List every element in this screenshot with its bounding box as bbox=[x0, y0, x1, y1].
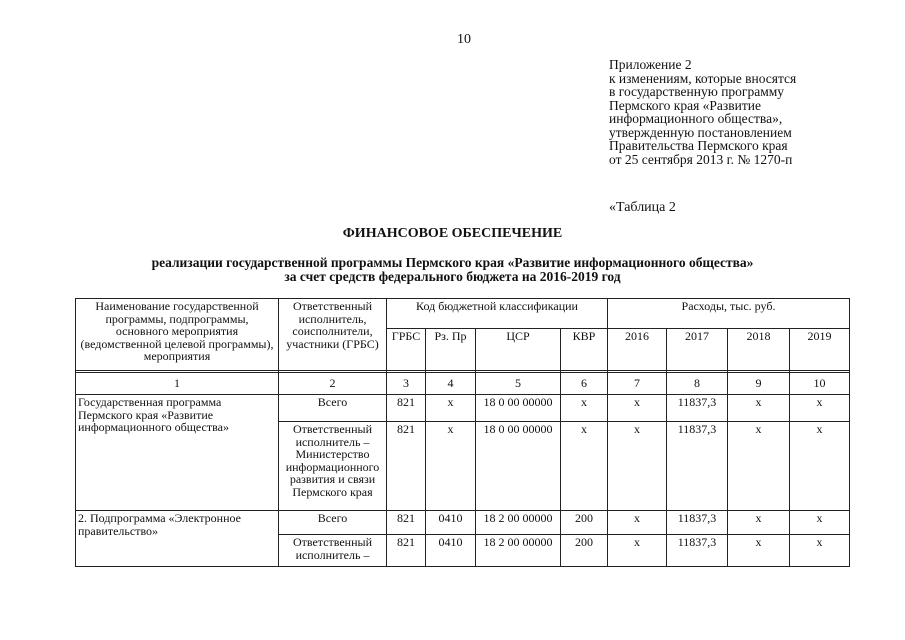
subtitle-line-1: реализации государственной программы Пермского края «Развитие информационного общества» bbox=[151, 255, 754, 270]
header-csr: ЦСР bbox=[476, 329, 561, 371]
y2019-cell: х bbox=[790, 395, 850, 422]
appendix-line: утвержденную постановлением bbox=[609, 124, 792, 140]
grbs-cell: 821 bbox=[387, 535, 426, 567]
appendix-line: к изменениям, которые вносятся bbox=[609, 70, 797, 86]
header-row-1 bbox=[76, 299, 850, 329]
column-number: 1 bbox=[76, 373, 279, 395]
table-note: «Таблица 2 bbox=[609, 200, 676, 215]
column-number: 2 bbox=[279, 373, 387, 395]
y2017-cell: 11837,3 bbox=[667, 395, 728, 422]
table-row bbox=[76, 395, 850, 422]
y2019-cell: х bbox=[790, 422, 850, 511]
y2018-cell: х bbox=[728, 535, 790, 567]
rzpr-cell: х bbox=[426, 395, 476, 422]
header-name: Наименование государственной программы, подпрограммы, основного мероприятия (ведомственной целевой программы), мероприятия bbox=[76, 299, 279, 371]
y2017-cell: 11837,3 bbox=[667, 422, 728, 511]
csr-cell: 18 0 00 00000 bbox=[476, 422, 561, 511]
grbs-cell: 821 bbox=[387, 422, 426, 511]
header-expenses: Расходы, тыс. руб. bbox=[608, 299, 850, 329]
header-2017: 2017 bbox=[667, 329, 728, 371]
column-number: 6 bbox=[561, 373, 608, 395]
y2016-cell: х bbox=[608, 535, 667, 567]
column-number: 4 bbox=[426, 373, 476, 395]
table-row bbox=[76, 511, 850, 535]
kvr-cell: х bbox=[561, 422, 608, 511]
kvr-cell: 200 bbox=[561, 535, 608, 567]
financing-table bbox=[75, 298, 850, 567]
header-2019: 2019 bbox=[790, 329, 850, 371]
y2019-cell: х bbox=[790, 535, 850, 567]
y2018-cell: х bbox=[728, 395, 790, 422]
grbs-cell: 821 bbox=[387, 395, 426, 422]
header-grbs: ГРБС bbox=[387, 329, 426, 371]
executor-cell: Всего bbox=[279, 511, 387, 535]
appendix-line: информационного общества», bbox=[609, 111, 783, 126]
csr-cell: 18 0 00 00000 bbox=[476, 395, 561, 422]
appendix-line: Приложение 2 bbox=[609, 57, 692, 72]
column-number: 10 bbox=[790, 373, 850, 395]
appendix-line: Пермского края «Развитие bbox=[609, 97, 761, 113]
y2018-cell: х bbox=[728, 422, 790, 511]
y2017-cell: 11837,3 bbox=[667, 511, 728, 535]
column-number: 8 bbox=[667, 373, 728, 395]
header-2016: 2016 bbox=[608, 329, 667, 371]
column-number: 7 bbox=[608, 373, 667, 395]
rzpr-cell: х bbox=[426, 422, 476, 511]
y2018-cell: х bbox=[728, 511, 790, 535]
program-name: Государственная программа Пермского края «Развитие информационного общества» bbox=[76, 395, 279, 511]
subtitle-line-2: за счет средств федерального бюджета на 2016-2019 год bbox=[284, 268, 621, 284]
y2017-cell: 11837,3 bbox=[667, 535, 728, 567]
column-number-row bbox=[76, 373, 850, 395]
y2016-cell: х bbox=[608, 511, 667, 535]
grbs-cell: 821 bbox=[387, 511, 426, 535]
document-subtitle bbox=[0, 256, 905, 283]
column-number: 9 bbox=[728, 373, 790, 395]
csr-cell: 18 2 00 00000 bbox=[476, 535, 561, 567]
y2016-cell: х bbox=[608, 395, 667, 422]
header-budget-code: Код бюджетной классификации bbox=[387, 299, 608, 329]
y2019-cell: х bbox=[790, 511, 850, 535]
subprogram-name: 2. Подпрограмма «Электронное правительство» bbox=[76, 511, 279, 567]
appendix-line: Правительства Пермского края bbox=[609, 138, 788, 153]
kvr-cell: 200 bbox=[561, 511, 608, 535]
kvr-cell: х bbox=[561, 395, 608, 422]
executor-cell: Ответственный исполнитель – Министерство информационного развития и связи Пермского края bbox=[279, 422, 387, 511]
header-rzpr: Рз. Пр bbox=[426, 329, 476, 371]
csr-cell: 18 2 00 00000 bbox=[476, 511, 561, 535]
document-title: ФИНАНСОВОЕ ОБЕСПЕЧЕНИЕ bbox=[342, 226, 563, 241]
appendix-line: от 25 сентября 2013 г. № 1270-п bbox=[609, 151, 793, 167]
appendix-line: в государственную программу bbox=[609, 84, 785, 99]
appendix-block bbox=[609, 58, 796, 166]
y2016-cell: х bbox=[608, 422, 667, 511]
executor-cell: Ответственный исполнитель – bbox=[279, 535, 387, 567]
header-executor: Ответственный исполнитель, соисполнители, участники (ГРБС) bbox=[279, 299, 387, 371]
rzpr-cell: 0410 bbox=[426, 511, 476, 535]
header-kvr: КВР bbox=[561, 329, 608, 371]
column-number: 3 bbox=[387, 373, 426, 395]
executor-cell: Всего bbox=[279, 395, 387, 422]
page-number: 10 bbox=[457, 32, 471, 47]
rzpr-cell: 0410 bbox=[426, 535, 476, 567]
column-number: 5 bbox=[476, 373, 561, 395]
header-2018: 2018 bbox=[728, 329, 790, 371]
